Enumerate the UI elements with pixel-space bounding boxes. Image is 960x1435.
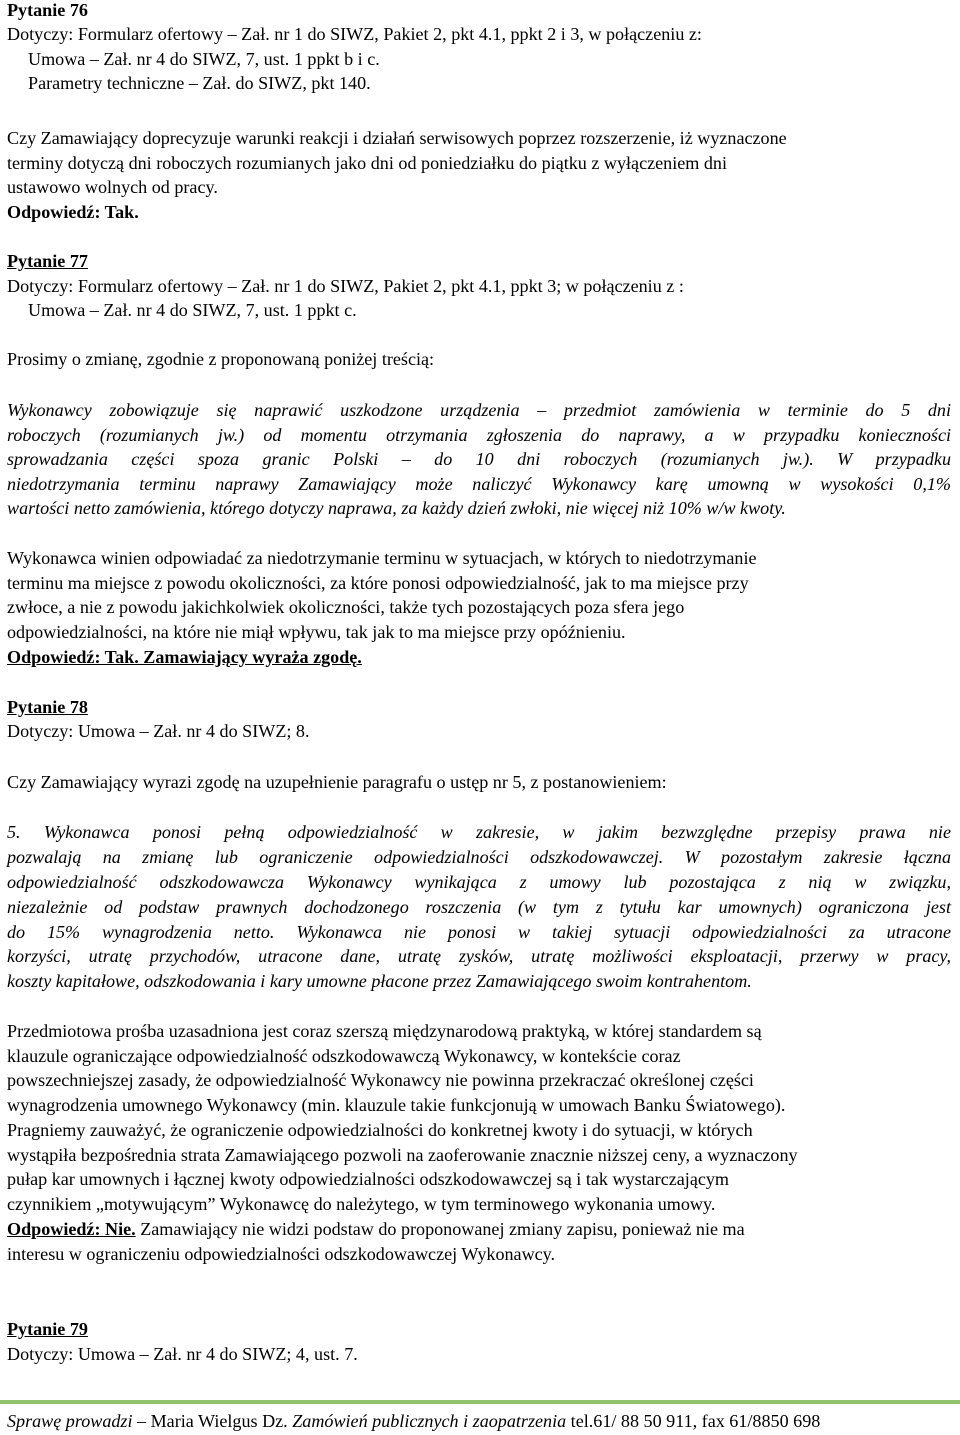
question-76-heading: Pytanie 76 — [7, 0, 88, 20]
question-77-ref-line: Dotyczy: Formularz ofertowy – Zał. nr 1 do SIWZ, Pakiet 2, pkt 4.1, ppkt 3; w połączeniu z : — [7, 276, 684, 296]
question-77-text-line: zwłoce, a nie z powodu jakichkolwiek okoliczności, także tych pozostających poza sfera jego — [7, 597, 685, 617]
question-76-ref-line: Umowa – Zał. nr 4 do SIWZ, 7, ust. 1 ppkt b i c. — [28, 49, 380, 69]
question-77-ref-line: Umowa – Zał. nr 4 do SIWZ, 7, ust. 1 ppkt c. — [28, 300, 357, 320]
question-79-heading: Pytanie 79 — [7, 1319, 88, 1339]
clause-line: niezależnie od podstaw prawnych dochodzonego roszczenia (w tym z tytułu kar umownych) ograniczona jest — [7, 897, 951, 917]
question-78-answer-text: Zamawiający nie widzi podstaw do proponowanej zmiany zapisu, ponieważ nie ma — [135, 1219, 745, 1239]
footer-divider — [0, 1400, 960, 1404]
question-78-answer — [7, 1217, 745, 1242]
question-78-intro: Czy Zamawiający wyrazi zgodę na uzupełnienie paragrafu o ustęp nr 5, z postanowieniem: — [7, 772, 667, 792]
proposal-line: wartości netto zamówienia, którego dotyczy naprawa, za każdy dzień zwłoki, nie więcej niż 10% w/w kwoty. — [7, 498, 786, 518]
justification-line: powszechniejszej zasady, że odpowiedzialność Wykonawcy nie powinna przekraczać określonej części — [7, 1070, 754, 1090]
justification-line: wystąpiła bezpośrednia strata Zamawiającego pozwoli na zaoferowanie znacznie niższej ceny, a wyznaczony — [7, 1145, 798, 1165]
question-78-ref-line: Dotyczy: Umowa – Zał. nr 4 do SIWZ; 8. — [7, 721, 310, 741]
footer-person: Maria Wielgus Dz. — [150, 1411, 293, 1431]
justification-line: wynagrodzenia umownego Wykonawcy (min. klauzule takie funkcjonują w umowach Banku Światowego). — [7, 1095, 786, 1115]
clause-line: 5. Wykonawca ponosi pełną odpowiedzialność w zakresie, w jakim bezwzględne przepisy prawa nie — [7, 822, 951, 842]
footer-prefix: Sprawę prowadzi – — [7, 1411, 151, 1431]
proposal-line: Wykonawcy zobowiązuje się naprawić uszkodzone urządzenia – przedmiot zamówienia w terminie do 5 dni — [7, 400, 951, 420]
question-77-intro: Prosimy o zmianę, zgodnie z proponowaną poniżej treścią: — [7, 349, 435, 369]
clause-line: koszty kapitałowe, odszkodowania i kary umowne płacone przez Zamawiającego swoim kontrahentom. — [7, 971, 752, 991]
question-76-ref-line: Dotyczy: Formularz ofertowy – Zał. nr 1 do SIWZ, Pakiet 2, pkt 4.1, ppkt 2 i 3, w połączeniu z: — [7, 24, 702, 44]
question-78-answer-line: interesu w ograniczeniu odpowiedzialności odszkodowawczej Wykonawcy. — [7, 1244, 556, 1264]
question-76-text-line: terminy dotyczą dni roboczych rozumianych jako dni od poniedziałku do piątku z wyłączeniem dni — [7, 153, 728, 173]
question-77-heading: Pytanie 77 — [7, 251, 88, 271]
footer-department: Zamówień publicznych i zaopatrzenia — [292, 1411, 567, 1431]
justification-line: pułap kar umownych i łącznej kwoty odpowiedzialności odszkodowawczej są i tak wystarczającym — [7, 1169, 730, 1189]
question-76-text-line: ustawowo wolnych od pracy. — [7, 177, 218, 197]
justification-line: Pragniemy zauważyć, że ograniczenie odpowiedzialności do konkretnej kwoty i do sytuacji, w których — [7, 1120, 753, 1140]
proposal-line: sprowadzania części spoza granic Polski – do 10 dni roboczych (rozumianych jw.). W przypadku — [7, 449, 951, 469]
justification-line: Przedmiotowa prośba uzasadniona jest coraz szerszą międzynarodową praktyką, w której standardem są — [7, 1021, 762, 1041]
page-footer — [7, 1409, 820, 1433]
proposal-line: niedotrzymania terminu naprawy Zamawiający może naliczyć Wykonawcy karę umowną w wysokości 0,1% — [7, 474, 951, 494]
clause-line: pozwalają na zmianę lub ograniczenie odpowiedzialności odszkodowawczej. W pozostałym zakresie łączna — [7, 847, 951, 867]
question-77-answer: Odpowiedź: Tak. Zamawiający wyraża zgodę. — [7, 647, 362, 667]
question-76-answer: Odpowiedź: Tak. — [7, 202, 139, 222]
clause-line: odpowiedzialność odszkodowawcza Wykonawcy wynikająca z umowy lub pozostająca z nią w związku, — [7, 872, 951, 892]
justification-line: czynnikiem „motywującym” Wykonawcę do należytego, w tym terminowego wykonania umowy. — [7, 1194, 716, 1214]
footer-contact: tel.61/ 88 50 911, fax 61/8850 698 — [566, 1411, 821, 1431]
question-78-answer-label: Odpowiedź: Nie. — [7, 1219, 136, 1239]
question-76-text-line: Czy Zamawiający doprecyzuje warunki reakcji i działań serwisowych poprzez rozszerzenie, iż wyznaczone — [7, 128, 787, 148]
question-77-text-line: odpowiedzialności, na które nie miął wpływu, tak jak to ma miejsce przy opóźnieniu. — [7, 622, 626, 642]
clause-line: korzyści, utratę przychodów, utracone dane, utratę zysków, utratę możliwości eksploatacji, przerwy w pracy, — [7, 946, 951, 966]
question-77-text-line: terminu ma miejsce z powodu okoliczności, za które ponosi odpowiedzialność, jak to ma miejsce przy — [7, 573, 749, 593]
proposal-line: roboczych (rozumianych jw.) od momentu otrzymania zgłoszenia do naprawy, a w przypadku konieczności — [7, 425, 951, 445]
question-79-ref-line: Dotyczy: Umowa – Zał. nr 4 do SIWZ; 4, ust. 7. — [7, 1344, 358, 1364]
justification-line: klauzule ograniczające odpowiedzialność odszkodowawczą Wykonawcy, w kontekście coraz — [7, 1046, 681, 1066]
question-78-heading: Pytanie 78 — [7, 697, 88, 717]
question-76-ref-line: Parametry techniczne – Zał. do SIWZ, pkt 140. — [28, 73, 371, 93]
clause-line: do 15% wynagrodzenia netto. Wykonawca nie ponosi w takiej sytuacji odpowiedzialności za utracone — [7, 922, 951, 942]
question-77-text-line: Wykonawca winien odpowiadać za niedotrzymanie terminu w sytuacjach, w których to niedotrzymanie — [7, 548, 757, 568]
